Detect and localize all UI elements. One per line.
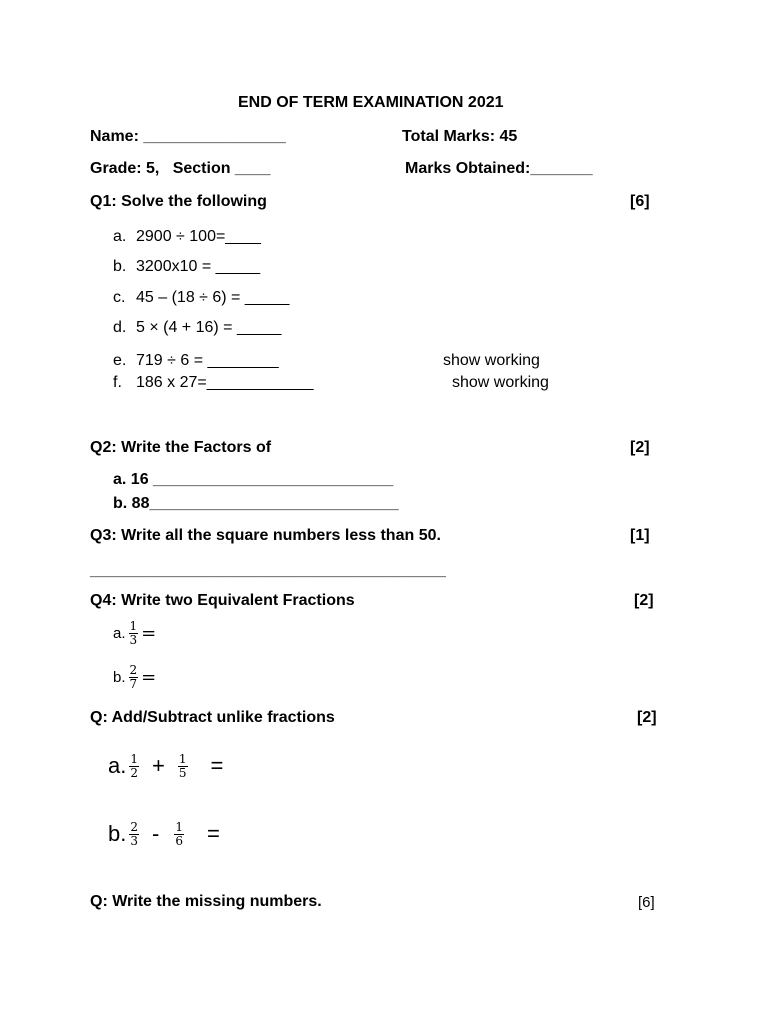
q1-item-e-note: show working	[443, 352, 540, 369]
fraction-1-6: $\frac{1}{6}$	[175, 820, 183, 848]
q1-marks: [6]	[630, 193, 650, 210]
q5-title: Q: Add/Subtract unlike fractions	[90, 709, 335, 726]
q4-item-b-letter: b.	[113, 668, 126, 686]
q1-item-b-letter: b.	[113, 258, 127, 275]
name-field: Name: ________________	[90, 128, 286, 145]
fraction-2-3: $\frac{2}{3}$	[130, 820, 138, 848]
q1-item-d-letter: d.	[113, 319, 127, 336]
q5-item-b	[108, 821, 220, 847]
q1-item-e-letter: e.	[113, 352, 127, 369]
q4-item-a-letter: a.	[113, 624, 126, 642]
q5-item-a-letter: a.	[108, 753, 127, 779]
q3-answer-line: ________________________________________	[90, 562, 446, 579]
fraction-1-2: $\frac{1}{2}$	[130, 752, 138, 780]
q1-item-d: 5 × (4 + 16) = _____	[136, 319, 282, 336]
q1-item-f-note: show working	[452, 374, 549, 391]
fraction-1-5: $\frac{1}{5}$	[178, 752, 187, 780]
equals-sign: =	[141, 666, 157, 688]
q2-item-a: a. 16 ___________________________	[113, 471, 394, 488]
q2-item-b: b. 88____________________________	[113, 495, 399, 512]
q1-item-f-letter: f.	[113, 374, 122, 391]
q3-title: Q3: Write all the square numbers less than 50.	[90, 527, 441, 544]
q3-marks: [1]	[630, 527, 650, 544]
exam-title: END OF TERM EXAMINATION 2021	[238, 94, 504, 111]
q2-marks: [2]	[630, 439, 650, 456]
marks-obtained-field: Marks Obtained:_______	[405, 160, 593, 177]
q1-item-b: 3200x10 = _____	[136, 258, 261, 275]
minus-sign: -	[152, 821, 160, 847]
q2-title: Q2: Write the Factors of	[90, 439, 272, 456]
q4-marks: [2]	[634, 592, 654, 609]
q1-item-c: 45 – (18 ÷ 6) = _____	[136, 289, 290, 306]
q6-marks: [6]	[638, 894, 655, 911]
q5-item-b-letter: b.	[108, 821, 127, 847]
q1-item-a: 2900 ÷ 100=____	[136, 228, 261, 245]
q4-title: Q4: Write two Equivalent Fractions	[90, 592, 355, 609]
fraction-2-7: $\frac{2}{7}$	[129, 663, 138, 691]
q1-item-e: 719 ÷ 6 = ________	[136, 352, 279, 369]
q5-marks: [2]	[637, 709, 657, 726]
q5-item-a	[108, 753, 223, 779]
fraction-1-3: $\frac{1}{3}$	[129, 619, 138, 647]
q1-item-f: 186 x 27=____________	[136, 374, 314, 391]
grade-section-field: Grade: 5, Section ____	[90, 160, 271, 177]
q6-title: Q: Write the missing numbers.	[90, 893, 322, 910]
equals-sign: =	[210, 753, 224, 779]
q1-item-a-letter: a.	[113, 228, 127, 245]
q1-title: Q1: Solve the following	[90, 193, 267, 210]
q1-item-c-letter: c.	[113, 289, 126, 306]
plus-sign: +	[152, 753, 165, 779]
q4-item-a	[113, 620, 156, 646]
equals-sign: =	[206, 821, 220, 847]
q4-item-b	[113, 664, 156, 690]
total-marks: Total Marks: 45	[402, 128, 518, 145]
equals-sign: =	[141, 622, 157, 644]
